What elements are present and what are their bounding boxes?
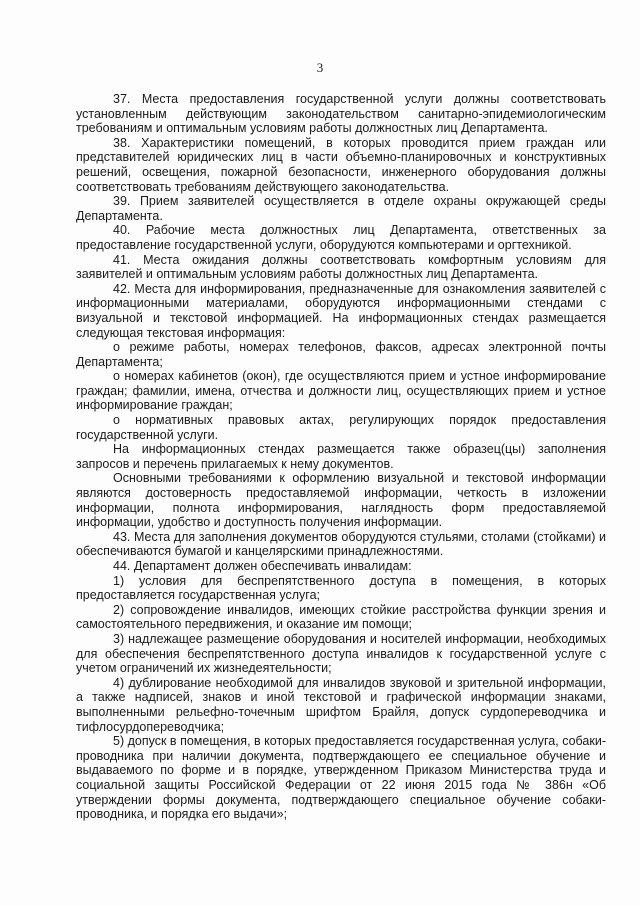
paragraph-40: 40. Рабочие места должностных лиц Департамента, ответственных за предоставление государственной услуги, оборудуются компьютерами и оргтехникой. <box>76 223 606 252</box>
document-body <box>76 92 606 822</box>
page-number: 3 <box>316 60 324 75</box>
paragraph-43: 43. Места для заполнения документов оборудуются стульями, столами (стойками) и обеспечиваются бумагой и канцелярскими принадлежностями. <box>76 529 606 559</box>
list-item-4: 4) дублирование необходимой для инвалидов звуковой и зрительной информации, а также надписей, знаков и иной текстовой и графической информации знаками, выполненными рельефно-точечным шрифтом Брайля, допуск сурдопереводчика и тифлосурдопереводчика; <box>76 675 606 734</box>
paragraph-44: 44. Департамент должен обеспечивать инвалидам: <box>113 559 412 573</box>
list-item-office-numbers: о номерах кабинетов (окон), где осуществляются прием и устное информирование граждан; фамилии, имена, отчества и должности лиц, осуществляющих прием и устное информирование граждан; <box>76 369 606 413</box>
paragraph-42: 42. Места для информирования, предназначенные для ознакомления заявителей с информационными материалами, оборудуются информационными стендами с визуальной и текстовой информацией. На информационных стендах размещается следующая текстовая информация: <box>76 281 606 340</box>
list-item-2: 2) сопровождение инвалидов, имеющих стойкие расстройства функции зрения и самостоятельного передвижения, и оказание им помощи; <box>76 602 606 632</box>
paragraph-37: 37. Места предоставления государственной услуги должны соответствовать установленным действующим законодательством санитарно-эпидемиологическим требованиям и оптимальным условиям работы должностных лиц Департамента. <box>76 92 606 136</box>
list-item-1: 1) условия для беспрепятственного доступа в помещения, в которых предоставляется государственная услуга; <box>76 573 606 603</box>
list-item-3: 3) надлежащее размещение оборудования и носителей информации, необходимых для обеспечения беспрепятственного доступа инвалидов к государственной услуге с учетом ограничений их жизнедеятельности; <box>76 631 606 676</box>
paragraph-sample-forms: На информационных стендах размещается также образец(цы) заполнения запросов и перечень прилагаемых к нему документов. <box>76 442 606 471</box>
paragraph-38: 38. Характеристики помещений, в которых проводится прием граждан или представителей юридических лиц в части объемно-планировочных и конструктивных решений, освещения, пожарной безопасности, инженерного оборудования должны соответствовать требованиям действующего законодательства. <box>76 135 606 194</box>
list-item-work-schedule: о режиме работы, номерах телефонов, факсов, адресах электронной почты Департамента; <box>76 340 606 369</box>
paragraph-info-requirements: Основными требованиями к оформлению визуальной и текстовой информации являются достоверность предоставляемой информации, четкость в изложении информации, полнота информирования, наглядность форм предоставляемой информации, удобство и доступность получения информации. <box>76 471 606 530</box>
list-item-5: 5) допуск в помещения, в которых предоставляется государственная услуга, собаки-проводника при наличии документа, подтверждающего ее специальное обучение и выдаваемого по форме и в порядке, утвержденном Приказом Министерства труда и социальной защиты Российской Федерации от 22 июня 2015 года № 386н «Об утверждении формы документа, подтверждающего специальное обучение собаки-проводника, и порядка его выдачи»; <box>76 734 606 822</box>
list-item-legal-acts: о нормативных правовых актах, регулирующих порядок предоставления государственной услуги. <box>76 413 606 442</box>
paragraph-41: 41. Места ожидания должны соответствовать комфортным условиям для заявителей и оптимальным условиям работы должностных лиц Департамента. <box>76 252 606 282</box>
paragraph-39: 39. Прием заявителей осуществляется в отделе охраны окружающей среды Департамента. <box>76 194 606 223</box>
